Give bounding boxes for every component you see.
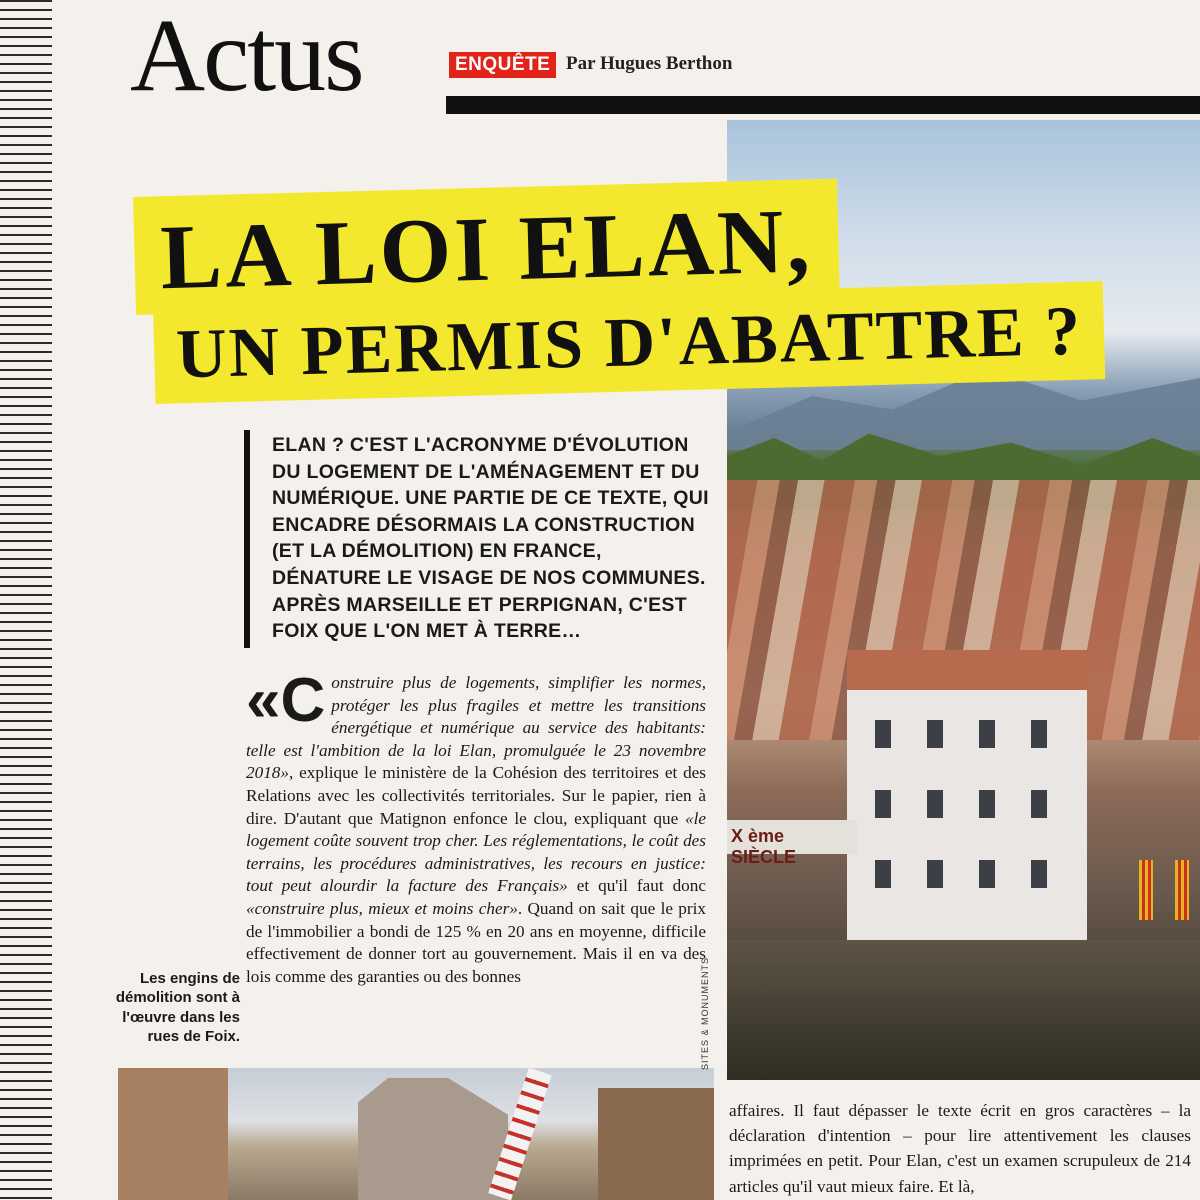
window [1031,790,1047,818]
article-continuation: affaires. Il faut dépasser le texte écrit en gros caractères – la déclaration d'intention – pour lire attentivement les clauses imprimées en petit. Pour Elan, c'est un examen scrupuleux de 214 articles qu'il vaut mieux faire. Et là, [729,1101,1191,1196]
body-text-1: , explique le ministère de la Cohésion des territoires et des Relations avec les collectivités territoriales. Sur le papier, rien à dire. D'autant que Matignon enfonce le clou, expliquant que [246,763,706,828]
window [927,720,943,748]
byline: Par Hugues Berthon [566,53,733,74]
hotel-building [847,650,1087,970]
body-italic-3: «construire plus, mieux et moins cher» [246,898,518,918]
body-text-3: . Quand on sait que le prix de l'immobilier a bondi de 125 % en 20 ans en moyenne, difficile effectivement de donner tort au gouvernement. Mais il en va des lois comme des garanties ou des bonnes [246,898,706,986]
window [979,720,995,748]
body-italic-2: «le logement coûte souvent trop cher. Les réglementations, le coût des terrains, les procédures administratives, les recours en justice: tout peut alourdir la facture des Français» [246,808,706,896]
demolition-photo [118,1068,714,1200]
lead-paragraph: ELAN ? C'EST L'ACRONYME D'ÉVOLUTION DU LOGEMENT DE L'AMÉNAGEMENT ET DU NUMÉRIQUE. UNE PARTIE DE CE TEXTE, QUI ENCADRE DÉSORMAIS LA CONSTRUCTION (ET LA DÉMOLITION) EN FRANCE, DÉNATURE LE VISAGE DE NOS COMMUNES. APRÈS MARSEILLE ET PERPIGNAN, C'EST FOIX QUE L'ON MET À TERRE… [272,434,709,643]
photo-sign: X ème SIÈCLE [727,820,857,854]
lead-rule [244,430,250,648]
building-shape [358,1078,508,1200]
window [927,790,943,818]
flag [1139,860,1153,920]
photo-caption: Les engins de démolition sont à l'œuvre dans les rues de Foix. [115,970,240,1046]
header-rule [446,96,1200,114]
article-body [246,666,706,988]
headline-line-1: LA LOI ELAN, [133,179,840,315]
window [875,790,891,818]
window [979,860,995,888]
window [875,720,891,748]
rubric-badge: ENQUÊTE [449,52,556,78]
window [875,860,891,888]
body-italic-1: onstruire plus de logements, simplifier les normes, protéger les plus fragiles et mettre les transitions énergétique et numérique au service des habitants: telle est l'ambition de la loi Elan, promulguée le 23 novembre 2018» [246,673,706,783]
window [1031,720,1047,748]
window [927,860,943,888]
drop-cap: «C [246,666,326,735]
window [1031,860,1047,888]
ground-shape [727,940,1200,1080]
window [979,790,995,818]
section-title: Actus [130,0,363,113]
wall-shape [118,1068,228,1200]
wall-shape [598,1088,714,1200]
decorative-stripes [0,0,52,1200]
body-text-2: et qu'il faut donc [567,876,706,896]
flag [1175,860,1189,920]
headline-line-2: UN PERMIS D'ABATTRE ? [153,281,1105,404]
photo-credit: SITES & MONUMENTS [700,956,710,1070]
